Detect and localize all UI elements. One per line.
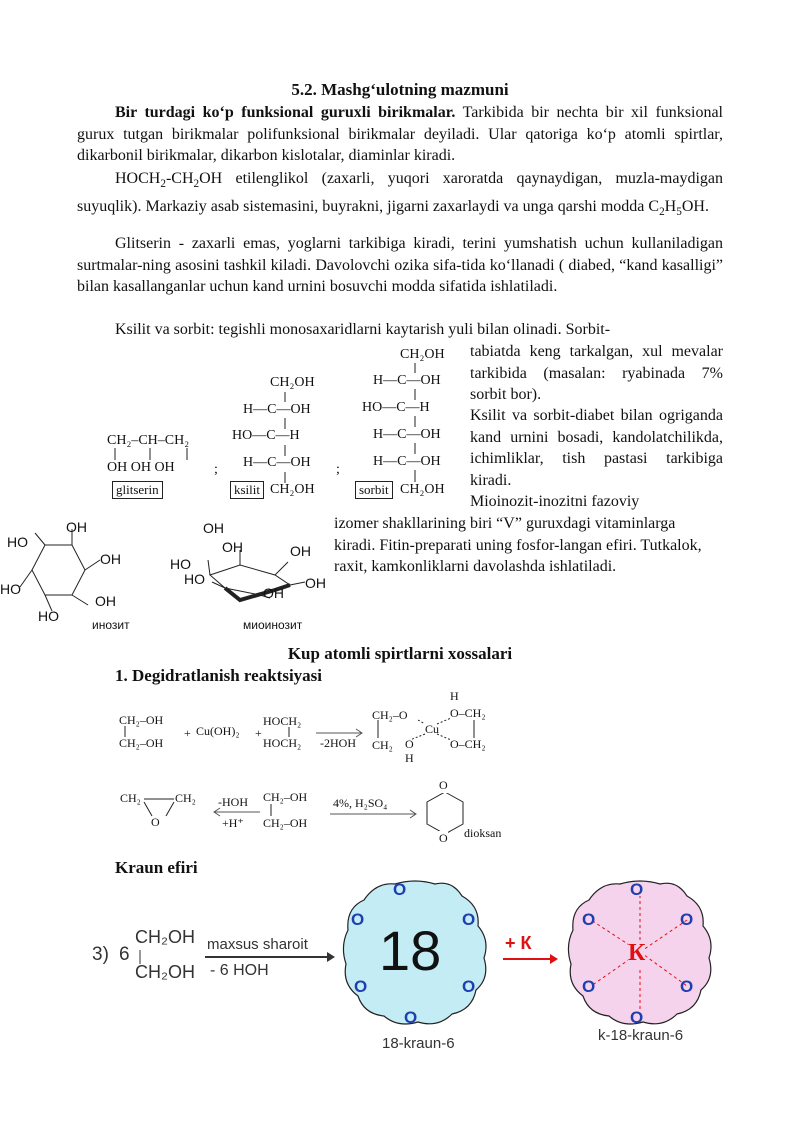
sorbit-label: sorbit: [355, 481, 393, 499]
paragraph-polyfunctional: Bir turdagi ko‘p funksional guruxli birikmalar. Tarkibida bir nechta bir xil funksional gurux tutgan birikmalar polifunksional birikmalar deyiladi. Ular qatoriga ko‘p atomli spirtlar, dikarbonil birikmalar, dikarbon kislotalar, diaminlar kiradi.: [77, 104, 724, 164]
epoxide-bonds: [138, 798, 208, 828]
paragraph-sorbit-nature: tabiatda keng tarkalgan, xul mevalar tarkibida (masalan: ryabinada 7% sorbit bor).: [470, 343, 723, 403]
heading-properties: Kup atomli spirtlarni xossalari: [287, 644, 513, 663]
document-page: 5.2. Mashg‘ulotning mazmuni Bir turdagi ko‘p funksional guruxli birikmalar. Tarkibida bir nechta bir xil funksional gurux tutgan birikmalar polifunksional birikmalar deyiladi. Ular qatoriga ko‘p atomli spirtlar, dikarbonil birikmalar, dikarbon kislotalar, diaminlar kiradi. $HOCH_2-CH_2OH$ etilenglikol (zaxarli, yuqori xaroratda qaynaydigan, muzla-maydigan suyuqlik). Markaziy asab sistemasini, buyrakni, jigarni zaxarlaydi va unga qarshi modda $C_2H_5OH$. Glitserin - zaxarli emas, yoglarni tarkibiga kiradi, terini yumshatish uchun kullaniladigan surtmalar-ning asosini tashkil kiladi. Davolovchi ozika sifa-tida ko‘llanadi ( diabed, “kand kasalligi” bilan kasallanganlar uchun kand urnini bosuvchi modda sifatida ishlatiladi. Ksilit va sorbit: tegishli monosaxaridlarni kaytarish yuli bilan olinadi. Sorbit- tabiatda keng tarkalgan, xul mevalar tarkibida (masalan: ryabinada 7% sorbit bor). Ksilit va sorbit-diabet bilan ogriganda kand urnini bosadi, kandolatchilikda, ichimliklar, tish pastasi tarkibiga kiradi. Mioinozit-inozitni fazoviy izomer shakllarining biri “V” guruxdagi vitaminlarga kiradi. Fitin-preparati uning fosfor-langan efiri. Tutkalok, raxit, kamkonliklarni davolashda ishlatiladi. CH₂–CH–CH₂ OH OH OH ; glitserin CH₂OH H—C—OH HO—C—H H—C—OH CH₂OH ksilit ; CH₂OH H—C—OH HO—C—H H—C—OH H—C—OH CH₂OH sorbit OH HO OH HO OH HO инозит OH OH OH HO HO OH OH миоинозит Kup atomli spirtlarni xossalari 1. Degidratlanish reaktsiyasi CH₂–OH CH₂–OH + Cu(OH)₂ + HOCH₂ HOCH₂ -2HOH CH₂–O CH₂ O H Cu H O–CH₂ O–CH₂ CH₂ CH₂ O -HOH +H⁺ CH₂–OH CH₂–OH 4%, H₂SO₄ O O dioksan Kraun efiri 3) 6 CH₂OH CH₂OH maxsus sharoit - 6 HOH 18 O O O O O O 18-kraun-6 + К O O O O O O К k-18-kraun-6: [0, 0, 800, 1131]
paragraph-glitserin: Glitserin - zaxarli emas, yoglarni tarkibiga kiradi, terini yumshatish uchun kullaniladigan surtmalar-ning asosini tashkil kiladi. Davolovchi ozika sifa-tida ko‘llanadi ( diabed, “kand kasalligi” bilan kasallanganlar uchun kand urnini bosuvchi modda sifatida ishlatiladi.: [77, 235, 723, 295]
subheading-kraun: Kraun efiri: [115, 858, 198, 877]
kraun-name-2: k-18-kraun-6: [598, 1027, 684, 1044]
ksilit-label: ksilit: [230, 481, 264, 499]
section-title: 5.2. Mashg‘ulotning mazmuni: [291, 80, 509, 99]
kraun-k-arrow: [503, 954, 558, 966]
paragraph-mioinozit-start: Mioinozit-inozitni fazoviy: [470, 493, 640, 510]
reaction2-arrow: [330, 810, 420, 820]
sorbit-bonds: [412, 361, 422, 501]
paragraph-mioinozit-rest: izomer shakllarining biri “V” guruxdagi vitaminlarga kiradi. Fitin-preparati uning fosfor-langan efiri. Tutkalok, raxit, kamkonliklarni davolashda ishlatiladi.: [334, 515, 702, 575]
complex-bonds: [375, 716, 495, 756]
paragraph-ksilit-use: Ksilit va sorbit-diabet bilan ogriganda kand urnini bosadi, kandolatchilikda, ichimliklar, tish pastasi tarkibiga kiradi.: [470, 407, 723, 489]
inozit-label: инозит: [92, 618, 130, 632]
paragraph-etilenglikol: $HOCH_2-CH_2OH$ etilenglikol (zaxarli, yuqori xaroratda qaynaydigan, muzla-maydigan suyuqlik). Markaziy asab sistemasini, buyrakni, jigarni zaxarlaydi va unga qarshi modda $C_2H_5OH$.: [77, 170, 723, 218]
glitserin-top-formula: CH₂–CH–CH₂: [107, 433, 190, 448]
potassium-ion: К: [628, 940, 646, 966]
ksilit-bonds: [282, 390, 292, 500]
subheading-dehydration: 1. Degidratlanish reaktsiyasi: [115, 666, 323, 685]
glitserin-bottom-formula: OH OH OH: [107, 460, 175, 475]
paragraph-ksilit-sorbit: Ksilit va sorbit: tegishli monosaxaridlarni kaytarish yuli bilan olinadi. Sorbit-: [115, 321, 611, 338]
glitserin-label: glitserin: [112, 481, 163, 499]
mioinozit-label: миоинозит: [243, 618, 303, 632]
kraun-name-1: 18-kraun-6: [382, 1035, 455, 1052]
dioksan-label: dioksan: [464, 826, 502, 840]
kraun-number: 18: [379, 919, 442, 982]
bold-lead: Bir turdagi ko‘p funksional guruxli birikmalar.: [115, 104, 456, 121]
